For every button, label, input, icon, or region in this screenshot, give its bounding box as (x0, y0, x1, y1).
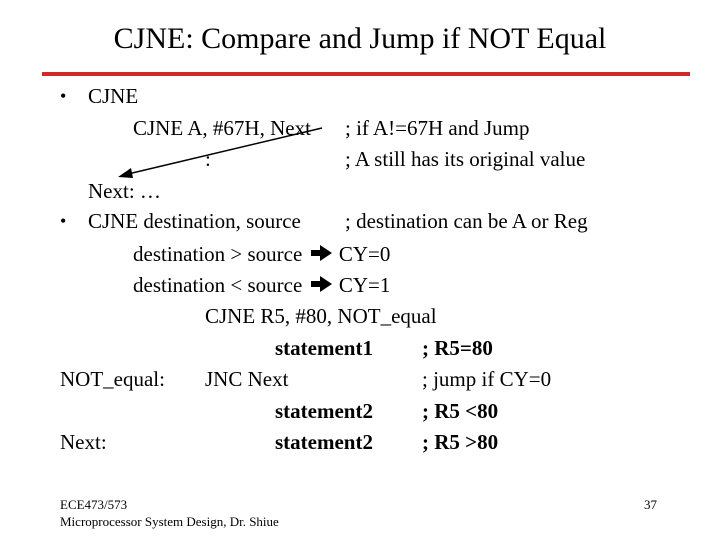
rule-gt-text: destination > source (133, 242, 303, 266)
bullet-1-comment-line: ; if A!=67H and Jump (345, 116, 530, 140)
example-instruction: CJNE R5, #80, NOT_equal (205, 304, 437, 328)
example-row-2-code: JNC Next (205, 367, 289, 391)
example-row-4-code: statement2 (275, 430, 373, 454)
example-row-3-code: statement2 (275, 399, 373, 423)
example-row-1-code: statement1 (275, 336, 373, 360)
bullet-2-comment: ; destination can be A or Reg (345, 209, 588, 233)
bullet-1-next-label: Next: … (88, 179, 161, 203)
footer-page-number: 37 (644, 497, 657, 512)
rule-gt-result: CY=0 (338, 242, 391, 266)
footer-subtitle: Microprocessor System Design, Dr. Shiue (60, 514, 279, 529)
example-row-4-comment: ; R5 >80 (422, 430, 499, 454)
bullet-1-marker: • (60, 86, 67, 106)
example-row-2-comment: ; jump if CY=0 (422, 367, 552, 391)
bullet-1-heading: CJNE (88, 84, 139, 108)
rule-lt-text: destination < source (133, 273, 303, 297)
bullet-1-ellipsis: : (205, 147, 211, 171)
example-row-4-label: Next: (60, 430, 107, 454)
example-row-2-label: NOT_equal: (60, 367, 165, 391)
right-arrow-icon (308, 274, 334, 294)
bullet-1-comment-line-2: ; A still has its original value (345, 147, 586, 171)
rule-less-than (133, 274, 390, 296)
bullet-2-marker: • (60, 211, 67, 231)
rule-lt-result: CY=1 (338, 273, 391, 297)
example-row-3-comment: ; R5 <80 (422, 399, 499, 423)
bullet-2-heading: CJNE destination, source (88, 209, 301, 233)
bullet-1-code-line: CJNE A, #67H, Next (133, 116, 311, 140)
example-row-1-comment: ; R5=80 (422, 336, 493, 360)
right-arrow-icon (308, 243, 334, 263)
footer-course: ECE473/573 (60, 497, 128, 512)
slide-title: CJNE: Compare and Jump if NOT Equal (113, 22, 607, 55)
rule-greater-than (133, 243, 390, 265)
